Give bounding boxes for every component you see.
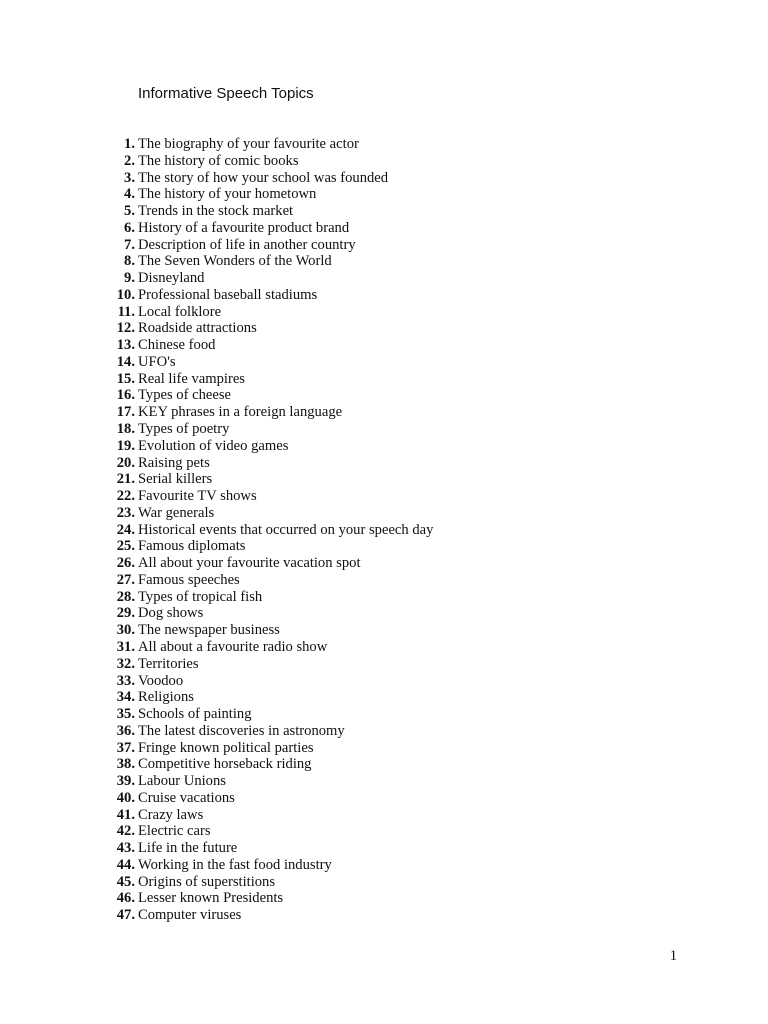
topic-text: Types of tropical fish <box>138 588 263 605</box>
topic-number: 33. <box>116 672 135 689</box>
topic-number: 25. <box>116 538 135 555</box>
topic-text: History of a favourite product brand <box>138 219 350 236</box>
topic-number: 43. <box>116 840 135 857</box>
topic-text: The biography of your favourite actor <box>138 136 359 152</box>
topic-number: 23. <box>116 504 135 521</box>
topic-number: 24. <box>116 521 135 538</box>
topic-text: Types of cheese <box>138 387 231 404</box>
topic-text: The newspaper business <box>138 622 280 639</box>
topic-number: 26. <box>116 555 135 572</box>
topic-number: 32. <box>116 655 135 672</box>
topic-text: Voodoo <box>138 672 184 689</box>
topic-text: The Seven Wonders of the World <box>138 253 332 270</box>
topic-text: Favourite TV shows <box>138 488 257 505</box>
topic-number: 35. <box>116 706 135 723</box>
topic-text: The latest discoveries in astronomy <box>138 722 345 739</box>
topic-number: 39. <box>116 773 135 790</box>
topic-text: Religions <box>138 689 194 706</box>
topic-text: Evolution of video games <box>138 437 289 454</box>
topic-number: 27. <box>116 571 135 588</box>
topic-text: Chinese food <box>138 337 216 354</box>
topic-text: Disneyland <box>138 270 205 287</box>
topic-text: Territories <box>138 655 199 672</box>
topic-number: 12. <box>116 320 135 337</box>
topic-text: Competitive horseback riding <box>138 756 312 773</box>
page-title: Informative Speech Topics <box>138 85 314 102</box>
topic-number: 38. <box>116 756 135 773</box>
topic-text: Lesser known Presidents <box>138 890 284 907</box>
topic-text: Dog shows <box>138 605 204 622</box>
topic-text: Crazy laws <box>138 806 204 823</box>
topic-text: Origins of superstitions <box>138 873 276 890</box>
topic-number: 10. <box>116 286 135 303</box>
topic-number: 42. <box>116 823 135 840</box>
topic-text: All about a favourite radio show <box>138 638 328 655</box>
topic-number: 22. <box>116 488 135 505</box>
topic-number: 14. <box>116 353 135 370</box>
topic-number: 18. <box>116 421 135 438</box>
topic-number: 45. <box>116 873 135 890</box>
topic-text: Famous speeches <box>138 571 240 588</box>
topic-text: All about your favourite vacation spot <box>138 555 361 572</box>
topic-text: Famous diplomats <box>138 538 246 555</box>
topic-text: Computer viruses <box>138 907 242 924</box>
topic-number: 8. <box>124 253 135 270</box>
topic-text: KEY phrases in a foreign language <box>138 404 343 421</box>
topic-text: The history of your hometown <box>138 186 317 203</box>
topic-text: Cruise vacations <box>138 789 235 806</box>
topic-text: UFO's <box>138 353 176 370</box>
topic-number: 37. <box>116 739 135 756</box>
topic-number: 30. <box>116 622 135 639</box>
topic-number: 15. <box>116 370 135 387</box>
topic-text: Serial killers <box>138 471 213 488</box>
topic-text: Real life vampires <box>138 370 245 387</box>
topic-number: 1. <box>124 136 135 152</box>
topic-number: 29. <box>116 605 135 622</box>
topic-number: 31. <box>116 638 135 655</box>
topic-number: 2. <box>124 152 135 169</box>
topic-number: 16. <box>116 387 135 404</box>
topic-text: Types of poetry <box>138 421 230 438</box>
topic-text: Trends in the stock market <box>138 203 294 220</box>
topic-number: 34. <box>116 689 135 706</box>
topic-text: Working in the fast food industry <box>138 856 332 873</box>
topic-number: 47. <box>116 907 135 924</box>
topic-number: 13. <box>116 337 135 354</box>
topic-number: 46. <box>116 890 135 907</box>
topic-text: Labour Unions <box>138 773 226 790</box>
topic-text: Historical events that occurred on your speech day <box>138 521 434 538</box>
topic-number: 4. <box>124 186 135 203</box>
topic-number: 6. <box>124 219 135 236</box>
topic-number: 41. <box>116 806 135 823</box>
topic-number: 9. <box>124 270 135 287</box>
topic-text: War generals <box>138 504 215 521</box>
topic-text: Raising pets <box>138 454 210 471</box>
topic-text: Description of life in another country <box>138 236 356 253</box>
topic-text: Electric cars <box>138 823 211 840</box>
topic-number: 17. <box>116 404 135 421</box>
topic-text: Roadside attractions <box>138 320 257 337</box>
topic-text: Life in the future <box>138 840 238 857</box>
topic-number: 19. <box>116 437 135 454</box>
topic-text: Schools of painting <box>138 706 252 723</box>
topic-number: 28. <box>116 588 135 605</box>
topic-number: 7. <box>124 236 135 253</box>
topic-number: 5. <box>124 203 135 220</box>
page-number: 1 <box>669 948 677 964</box>
topic-number: 40. <box>116 789 135 806</box>
topic-number: 21. <box>116 471 135 488</box>
topic-number: 44. <box>116 856 135 873</box>
topic-text: Local folklore <box>138 303 222 320</box>
topic-text: Fringe known political parties <box>138 739 314 756</box>
topic-text: Professional baseball stadiums <box>138 286 318 303</box>
topic-text: The story of how your school was founded <box>138 169 389 186</box>
topic-text: The history of comic books <box>138 152 299 169</box>
topic-number: 20. <box>116 454 135 471</box>
topic-number: 3. <box>124 169 135 186</box>
topic-number: 11. <box>117 303 135 320</box>
topic-number: 36. <box>116 722 135 739</box>
